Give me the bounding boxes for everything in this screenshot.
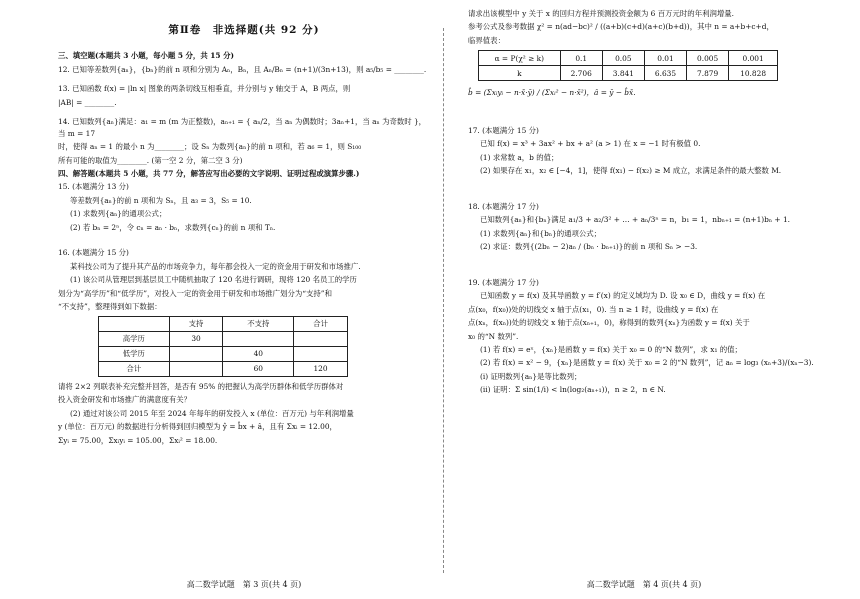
q14-line2: 时，使得 aₙ = 1 的最小 n 为________；设 Sₙ 为数列{aₙ}的前 n 项和，若 a₆ = 1，则 S₁₀₀ [58,142,362,152]
table-cell [294,331,348,346]
q16-line6: 投入资金研发和市场推广的满意度有关？ [58,395,192,405]
table-header-cell: 合计 [294,316,348,331]
right-line1: 请求出该模型中 y 关于 x 的回归方程并预测投资金额为 6 百万元时的年利润增量. [468,9,734,18]
table-header-row [99,316,348,331]
q19-sub2: (ⅱ) 证明：Σ sin(1/i) < ln(log₂(aₙ₊₁))，n ≥ 2，n ∈ N. [480,385,666,395]
regression-formula: b̂ = (Σxᵢyᵢ − n·x̄·ȳ) / (Σxᵢ² − n·x̄²)，â = ȳ − b̂x̄. [468,88,636,98]
table-row [479,51,778,66]
table-cell: 高学历 [99,331,170,346]
left-footer: 高二数学试题 第 3 页(共 4 页) [186,579,302,589]
q15-title: 15. (本题满分 13 分) [58,182,129,192]
table-header-cell: 支持 [169,316,223,331]
right-line3: 临界值表： [468,35,505,45]
q19-line2: 点(x₀，f(x₀))处的切线交 x 轴于点(x₁，0). 当 n ≥ 1 时，设曲线 y = f(x) 在 [468,304,719,314]
table-cell: 合计 [99,361,170,376]
fill-blank-header: 三、填空题(本题共 3 小题，每小题 5 分，共 15 分) [58,51,235,61]
table-row [99,361,348,376]
table-cell [294,346,348,361]
table-cell [169,361,223,376]
q15-part2: (2) 若 bₙ = 2ⁿ，令 cₙ = aₙ · bₙ，求数列{cₙ}的前 n 项和 Tₙ. [70,222,276,232]
q13-line1: 13. 已知函数 f(x) = |ln x| 图象的两条切线互相垂直，并分别与 y 轴交于 A，B 两点，则 [58,84,351,94]
table-cell: 60 [223,361,294,376]
q14-line1: 14. 已知数列{aₙ}满足：a₁ = m (m 为正整数)，aₙ₊₁ = { aₙ/2，当 aₙ 为偶数时；3aₙ+1，当 aₙ 为奇数时 }，当 m = 17 [58,117,427,138]
table-cell: 30 [169,331,223,346]
table-cell: 0.05 [602,51,644,66]
table-cell: 40 [223,346,294,361]
q17-part2: (2) 如果存在 x₁，x₂ ∈ [−4，1]，使得 f(x₁) − f(x₂) ≥ M 成立，求满足条件的最大整数 M. [480,166,782,176]
q19-line4: x₀ 的“N 数列”. [468,331,519,341]
q17-part1: (1) 求常数 a，b 的值； [480,152,559,162]
section-title: 第Ⅱ卷 非选择题(共 92 分) [168,24,320,36]
q16-line3: 划分为“高学历”和“低学历”，对投入一定的资金用于研发和市场推广划分为“支持”和 [58,288,332,298]
table-cell: 0.001 [729,51,778,66]
q15-line1: 等差数列{aₙ}的前 n 项和为 Sₙ，且 a₃ = 3，S₅ = 10. [70,195,252,205]
q19-line3: 点(xₙ，f(xₙ))处的切线交 x 轴于点(xₙ₊₁，0)，称得到的数列{xₙ}为函数 y = f(x) 关于 [468,318,750,328]
table-header-cell [99,316,170,331]
q16-line7: (2) 通过对该公司 2015 年至 2024 年每年的研发投入 x (单位：百万元) 与年利润增量 [70,408,354,418]
q16-line5: 请将 2×2 列联表补充完整并回答，是否有 95% 的把握认为高学历群体和低学历群体对 [58,381,344,391]
q18-part2: (2) 求证：数列{(2bₙ − 2)aₙ / (bₙ · bₙ₊₁)}的前 n 项和 Sₙ > −3. [480,242,698,252]
table-cell: 10.828 [729,66,778,81]
table-cell: 低学历 [99,346,170,361]
q17-title: 17. (本题满分 15 分) [468,125,539,135]
table-cell: 0.01 [644,51,686,66]
right-line2: 参考公式及参考数据 χ² = n(ad−bc)² / ((a+b)(c+d)(a+c)(b+d))，其中 n = a+b+c+d， [468,22,774,32]
table-cell: 0.1 [560,51,602,66]
q19-line1: 已知函数 y = f(x) 及其导函数 y = f′(x) 的定义域均为 D. 设 x₀ ∈ D，曲线 y = f(x) 在 [480,291,766,301]
table-cell: 120 [294,361,348,376]
contingency-table [98,316,348,377]
table-cell: 6.635 [644,66,686,81]
table-row [99,346,348,361]
q17-line1: 已知 f(x) = x³ + 3ax² + bx + a² (a > 1) 在 x = −1 时有极值 0. [480,139,701,149]
q16-line2: (1) 该公司从管理层到基层员工中随机抽取了 120 名进行调研，现将 120 名员工的学历 [70,275,357,285]
answer-header: 四、解答题(本题共 5 小题，共 77 分，解答应写出必要的文字说明、证明过程或演算步骤.) [58,169,360,179]
table-cell: α = P(χ² ≥ k) [479,51,561,66]
q16-line1: 某科技公司为了提升其产品的市场竞争力，每年都会投入一定的资金用于研发和市场推广. [70,261,361,271]
q16-line9: Σyᵢ = 75.00，Σxᵢyᵢ = 105.00，Σxᵢ² = 18.00. [58,435,218,445]
q19-sub1: (ⅰ) 证明数列{aₙ}是等比数列； [480,371,582,381]
q15-part1: (1) 求数列{aₙ}的通项公式； [70,209,167,219]
table-row [479,66,778,81]
q19-part1: (1) 若 f(x) = eˣ，{xₙ}是函数 y = f(x) 关于 x₀ = 0 的“N 数列”，求 x₁ 的值； [480,344,742,354]
q16-line8: y (单位：百万元) 的数据进行分析得到回归模型为 ŷ = b̂x + â，且有 Σxᵢ = 12.00， [58,422,337,432]
q18-title: 18. (本题满分 17 分) [468,201,539,211]
q13-line2: |AB| = ________. [58,97,117,107]
table-cell: 3.841 [602,66,644,81]
q19-title: 19. (本题满分 17 分) [468,277,539,287]
page-divider [443,28,444,573]
table-cell: 0.005 [687,51,729,66]
q18-part1: (1) 求数列{aₙ}和{bₙ}的通项公式； [480,228,602,238]
right-footer: 高二数学试题 第 4 页(共 4 页) [586,579,702,589]
table-cell [223,331,294,346]
table-cell: 2.706 [560,66,602,81]
q19-part2: (2) 若 f(x) = x² − 9，{xₙ}是函数 y = f(x) 关于 x₀ = 2 的“N 数列”，记 aₙ = log₃ (xₙ+3)/(xₙ−3). [480,358,814,368]
q16-title: 16. (本题满分 15 分) [58,248,129,258]
table-cell: 7.879 [687,66,729,81]
table-header-cell: 不支持 [223,316,294,331]
q18-line1: 已知数列{aₙ}和{bₙ}满足 a₁/3 + a₂/3² + … + aₙ/3ⁿ = n，b₁ = 1，nbₙ₊₁ = (n+1)bₙ + 1. [480,215,791,225]
q12: 12. 已知等差数列{aₙ}，{bₙ}的前 n 项和分别为 Aₙ，Bₙ，且 Aₙ/Bₙ = (n+1)/(3n+13)，则 a₅/b₅ = ________. [58,64,427,74]
q16-line4: “不支持”，整理得到如下数据： [58,302,162,312]
critical-value-table [478,50,778,81]
right-page [468,0,820,599]
q14-line3: 所有可能的取值为________. (第一空 2 分，第二空 3 分) [58,155,243,165]
left-page [58,0,430,599]
table-row [99,331,348,346]
table-cell [169,346,223,361]
table-cell: k [479,66,561,81]
